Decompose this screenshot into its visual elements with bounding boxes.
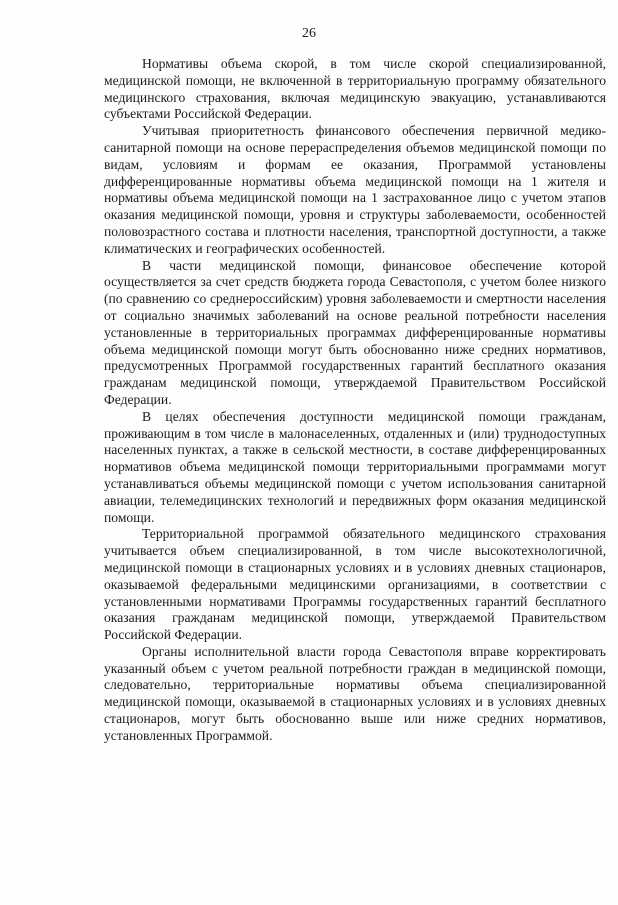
paragraph-4: В целях обеспечения доступности медицинской помощи гражданам, проживающим в том числе в малонаселенных, отдаленных и (или) труднодоступных населенных пунктах, а также в сельской местности, в составе дифференцированных нормативов объема медицинской помощи территориальными программами могут устанавливаться объемы медицинской помощи с учетом использования санитарной авиации, телемедицинских технологий и передвижных форм оказания медицинской помощи. [104,408,606,525]
page-number: 26 [302,26,316,41]
paragraph-6: Органы исполнительной власти города Севастополя вправе корректировать указанный объем с учетом реальной потребности граждан в медицинской помощи, следовательно, территориальные нормативы объема специализированной медицинской помощи, оказываемой в стационарных условиях и в условиях дневных стационаров, могут быть обоснованно выше или ниже средних нормативов, установленных Программой. [104,643,606,743]
paragraph-2: Учитывая приоритетность финансового обеспечения первичной медико-санитарной помощи на основе перераспределения объемов медицинской помощи по видам, условиям и формам ее оказания, Программой установлены дифференцированные нормативы объема медицинской помощи на 1 жителя и нормативы объема медицинской помощи на 1 застрахованное лицо с учетом этапов оказания медицинской помощи, уровня и структуры заболеваемости, особенностей половозрастного состава и плотности населения, транспортной доступности, а также климатических и географических особенностей. [104,123,606,256]
paragraph-1: Нормативы объема скорой, в том числе скорой специализированной, медицинской помощи, не включенной в территориальную программу обязательного медицинского страхования, включая медицинскую эвакуацию, устанавливаются субъектами Российской Федерации. [104,56,606,122]
paragraph-5: Территориальной программой обязательного медицинского страхования учитывается объем специализированной, в том числе высокотехнологичной, медицинской помощи в стационарных условиях и в условиях дневных стационаров, оказываемой федеральными медицинскими организациями, в соответствии с установленными нормативами Программы государственных гарантий бесплатного оказания гражданам медицинской помощи, утверждаемой Правительством Российской Федерации. [104,526,606,643]
document-body [104,56,606,745]
paragraph-3: В части медицинской помощи, финансовое обеспечение которой осуществляется за счет средств бюджета города Севастополя, с учетом более низкого (по сравнению со среднероссийским) уровня заболеваемости и смертности населения от социально значимых заболеваний на основе реальной потребности населения установленные в территориальных программах дифференцированные нормативы объема медицинской помощи могут быть обоснованно ниже средних нормативов, предусмотренных Программой государственных гарантий бесплатного оказания гражданам медицинской помощи, утверждаемой Правительством Российской Федерации. [104,257,606,407]
